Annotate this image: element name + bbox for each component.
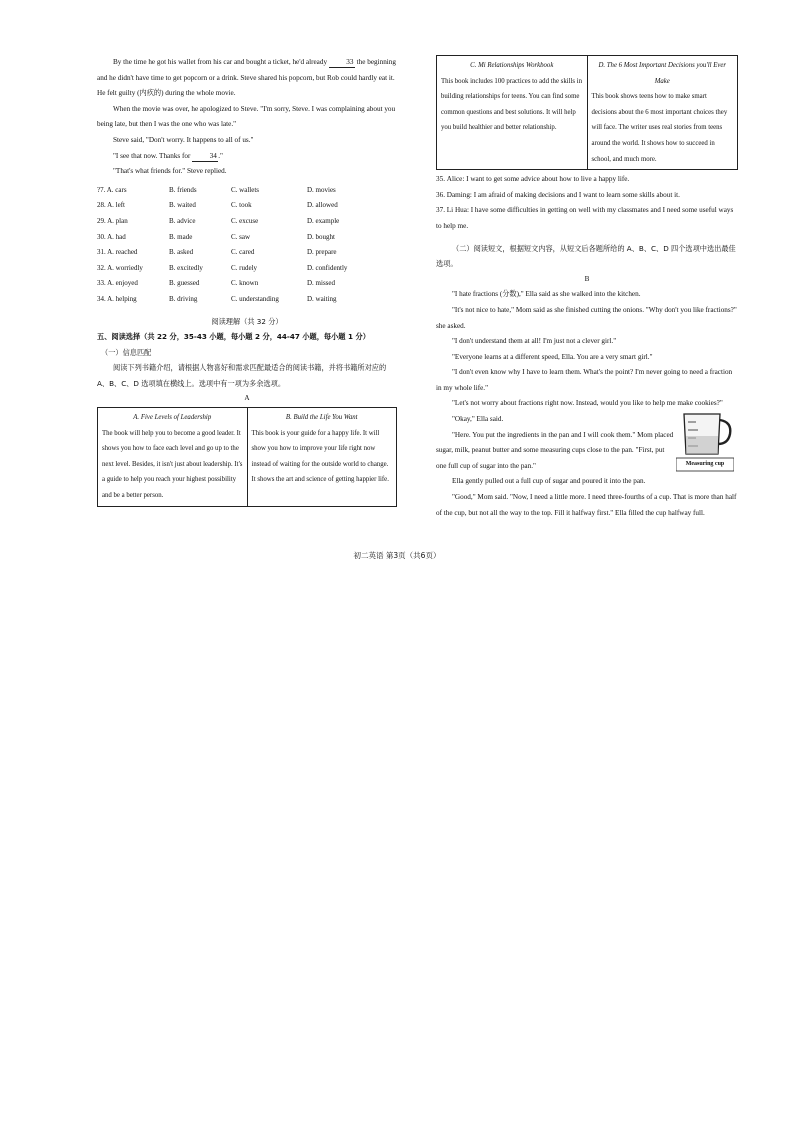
option-cell: C. saw — [231, 232, 251, 241]
option-row — [97, 198, 397, 214]
option-cell: B. asked — [169, 248, 194, 257]
story-paragraph: "I don't even know why I have to learn them. What's the point? I'm never going to need a fraction in my whole life." — [436, 368, 733, 392]
story-paragraph: "Let's not worry about fractions right now. Instead, would you like to help me make cookies?" — [452, 399, 723, 408]
section-5-heading: 五、阅读选择（共 22 分，35-43 小题，每小题 2 分，44-47 小题，每小题 1 分） — [97, 332, 370, 342]
subsection-2-heading: （二）阅读短文，根据短文内容，从短文后各题所给的 A、B、C、D 四个选项中选出最佳选项。 — [436, 243, 736, 269]
option-cell: 33. A. enjoyed — [97, 279, 138, 288]
option-cell: B. driving — [169, 294, 198, 303]
option-cell: 28. A. left — [97, 201, 125, 210]
option-cell: D. confidently — [307, 263, 348, 272]
subsection-1-instructions: 阅读下列书籍介绍，请根据人物喜好和需求匹配最适合的阅读书籍，并将书籍所对应的 A、B、C、D 选项填在横线上。选项中有一项为多余选项。 — [97, 363, 387, 388]
option-cell: B. made — [169, 232, 193, 241]
option-cell: B. guessed — [169, 279, 200, 288]
option-cell: B. excitedly — [169, 263, 203, 272]
option-cell: 29. A. plan — [97, 216, 128, 225]
option-cell: C. known — [231, 279, 259, 288]
story-paragraph: "Everyone learns at a different speed, Ella. You are a very smart girl." — [452, 352, 653, 361]
question-36: 36. Daming: I am afraid of making decisions and I want to learn some skills about it. — [436, 190, 680, 199]
option-cell: C. took — [231, 201, 252, 210]
book-b: B. Build the Life You Want This book is your guide for a happy life. It will show you how to improve your life right now instead of waiting for the outside world to change. It shows the art and science of getting happier life. — [247, 408, 397, 506]
passage-paragraph: By the time he got his wallet from his car and bought a ticket, he'd already 33 the beginning and he didn't have time to get popcorn or a drink. Steve shared his popcorn, but Rob could hardly eat it. He felt guilty (内疚的) during the whole movie. — [97, 58, 396, 98]
matching-questions — [436, 172, 738, 234]
subsection-1-heading: （一）信息匹配 — [101, 347, 152, 357]
option-cell: B. advice — [169, 216, 196, 225]
option-cell: D. bought — [307, 232, 335, 241]
option-cell: C. understanding — [231, 294, 279, 303]
option-cell: D. missed — [307, 279, 335, 288]
measuring-cup-label: Measuring cup — [685, 461, 725, 467]
option-row — [97, 183, 397, 199]
option-cell: D. prepare — [307, 248, 337, 257]
measuring-cup-illustration — [676, 408, 734, 474]
option-cell: B. waited — [169, 201, 196, 210]
story-paragraph: Ella gently pulled out a full cup of sugar and poured it into the pan. — [452, 477, 646, 486]
reading-heading: 阅读理解（共 32 分） — [211, 316, 283, 326]
option-cell: B. friends — [169, 185, 197, 194]
passage-paragraph: "That's what friends for." Steve replied. — [113, 167, 227, 176]
passage-paragraph: When the movie was over, he apologized to Steve. "I'm sorry, Steve. I was complaining about you being late, but then I was the one who was late." — [97, 104, 396, 129]
left-column — [97, 55, 397, 507]
story-paragraph: "Here. You put the ingredients in the pan and I will cook them." Mom placed sugar, milk, peanut butter and some measuring cups close to the pan. "First, put one full cup of sugar into the pan." — [436, 430, 674, 470]
passage-paragraph: "I see that now. Thanks for 34." — [113, 151, 223, 160]
option-cell: D. movies — [307, 185, 336, 194]
book-table-ab — [97, 407, 397, 507]
story-paragraph: "I don't understand them at all! I'm just not a clever girl." — [452, 337, 617, 346]
section-a-label: A — [244, 394, 250, 403]
book-a: A. Five Levels of Leadership The book will help you to become a good leader. It shows you how to face each level and go up to the next level. Besides, it isn't just about leadership. It's a guide to help you reach your highest possibility and be a better person. — [102, 414, 243, 500]
option-row — [97, 292, 397, 308]
options-table — [97, 183, 397, 308]
option-cell: D. allowed — [307, 201, 338, 210]
option-row — [97, 245, 397, 261]
option-cell: D. example — [307, 216, 340, 225]
section-b-label: B — [584, 274, 590, 283]
page-footer: 初二英语 第3页（共6页） — [353, 551, 441, 560]
passage-paragraph: Steve said, "Don't worry. It happens to all of us." — [113, 135, 254, 144]
book-c: C. Mi Relationships Workbook This book includes 100 practices to add the skills in building relationships for teens. You can find some common questions and best solutions. It will help you build healthier and better relationship. — [441, 62, 583, 132]
option-cell: C. rudely — [231, 263, 258, 272]
option-cell: 31. A. reached — [97, 248, 138, 257]
option-cell: D. waiting — [307, 294, 337, 303]
option-row — [97, 214, 397, 230]
option-cell: C. cared — [231, 248, 255, 257]
option-row — [97, 276, 397, 292]
question-35: 35. Alice: I want to get some advice about how to live a happy life. — [436, 175, 630, 184]
option-row — [97, 261, 397, 277]
blank-33: 33 — [329, 57, 355, 68]
blank-34: 34 — [192, 151, 218, 162]
question-37: 37. Li Hua: I have some difficulties in getting on well with my classmates and I need some useful ways to help me. — [436, 206, 734, 230]
option-cell: C. excuse — [231, 216, 259, 225]
story-paragraph: "Okay," Ella said. — [452, 415, 504, 424]
book-d: D. The 6 Most Important Decisions you'll Ever Make This book shows teens how to make smart decisions about the 6 most important choices they will face. The writer uses real stories from teens around the world. It shows how to succeed in school, and much more. — [587, 56, 738, 169]
option-cell: 32. A. worriedly — [97, 263, 143, 272]
option-row — [97, 230, 397, 246]
option-cell: ?7. A. cars — [97, 185, 127, 194]
story-paragraph: "I hate fractions (分数)," Ella said as she walked into the kitchen. — [452, 290, 641, 299]
option-cell: 34. A. helping — [97, 294, 137, 303]
story-text — [436, 287, 738, 521]
story-paragraph: "Good," Mom said. "Now, I need a little more. I need three-fourths of a cup. That is more than half of the cup, but not all the way to the top. Fill it halfway first." Ella filled the cup halfway full. — [436, 493, 737, 517]
option-cell: 30. A. had — [97, 232, 126, 241]
option-cell: C. wallets — [231, 185, 259, 194]
book-table-cd — [436, 55, 738, 170]
story-paragraph: "It's not nice to hate," Mom said as she finished cutting the onions. "Why don't you like fractions?" she asked. — [436, 305, 737, 330]
